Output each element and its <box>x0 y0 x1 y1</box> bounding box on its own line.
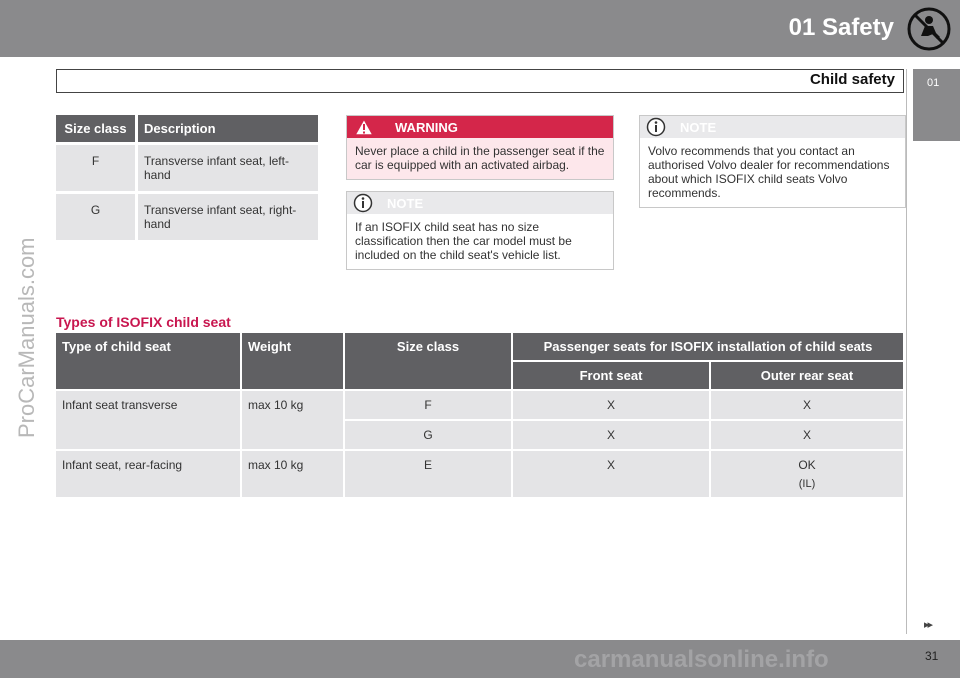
warning-label: WARNING <box>395 120 458 135</box>
note-label: NOTE <box>680 120 717 135</box>
section-header <box>56 69 904 93</box>
no-child-seat-airbag-icon <box>906 6 952 52</box>
table-row <box>56 450 903 498</box>
bottom-watermark: carmanualsonline.info <box>574 646 829 673</box>
weight-header: Weight <box>241 333 344 390</box>
note-text: If an ISOFIX child seat has no size classification then the car model must be included on the child seat's vehicle list. <box>347 214 613 269</box>
weight-cell: max 10 kg <box>241 450 344 498</box>
note-box <box>639 115 906 208</box>
warning-triangle-icon <box>353 117 375 137</box>
size-cell: G <box>56 193 137 241</box>
type-header: Type of child seat <box>56 333 241 390</box>
outer-rear-note: (IL) <box>798 478 816 490</box>
front-seat-cell: X <box>512 420 710 450</box>
weight-cell: max 10 kg <box>241 390 344 450</box>
description-cell: Transverse infant seat, right-hand <box>137 193 319 241</box>
size-class-cell: G <box>344 420 512 450</box>
size-class-table <box>56 115 318 240</box>
type-cell: Infant seat transverse <box>56 390 241 450</box>
chapter-tab[interactable] <box>913 69 960 141</box>
header-bar <box>0 0 960 57</box>
note-text: Volvo recommends that you contact an authorised Volvo dealer for recommendations about which ISOFIX child seats Volvo recommends. <box>640 138 905 207</box>
outer-rear-cell <box>710 450 903 498</box>
isofix-heading: Types of ISOFIX child seat <box>56 314 231 330</box>
isofix-table <box>56 333 903 499</box>
side-divider <box>906 69 907 634</box>
type-cell: Infant seat, rear-facing <box>56 450 241 498</box>
warning-box <box>346 115 614 180</box>
note-box <box>346 191 614 270</box>
size-class-header: Size class <box>344 333 512 390</box>
description-cell: Transverse infant seat, left-hand <box>137 144 319 193</box>
description-header: Description <box>137 115 319 144</box>
outer-rear-cell: X <box>710 390 903 420</box>
outer-rear-cell: X <box>710 420 903 450</box>
size-class-cell: F <box>344 390 512 420</box>
note-label: NOTE <box>387 196 424 211</box>
size-class-cell: E <box>344 450 512 498</box>
chapter-title: 01 Safety <box>788 14 894 41</box>
warning-header <box>347 116 613 138</box>
note-header <box>640 116 905 138</box>
front-seat-header: Front seat <box>512 361 710 390</box>
size-cell: F <box>56 144 137 193</box>
size-class-header: Size class <box>56 115 137 144</box>
side-watermark: ProCarManuals.com <box>14 237 39 438</box>
warning-text: Never place a child in the passenger seat if the car is equipped with an activated airbag. <box>347 138 613 179</box>
front-seat-cell: X <box>512 390 710 420</box>
outer-rear-value: OK <box>798 458 816 472</box>
note-header <box>347 192 613 214</box>
passenger-seats-header: Passenger seats for ISOFIX installation of child seats <box>512 333 903 361</box>
table-row <box>56 390 903 420</box>
info-icon <box>646 117 666 137</box>
chapter-tab-label: 01 <box>927 77 940 89</box>
outer-rear-seat-header: Outer rear seat <box>710 361 903 390</box>
table-row <box>56 193 318 241</box>
front-seat-cell: X <box>512 450 710 498</box>
info-icon <box>353 193 373 213</box>
section-title: Child safety <box>809 71 895 88</box>
page-number: 31 <box>925 649 939 663</box>
next-page-arrows[interactable]: ▸▸ <box>924 619 932 631</box>
table-row <box>56 144 318 193</box>
